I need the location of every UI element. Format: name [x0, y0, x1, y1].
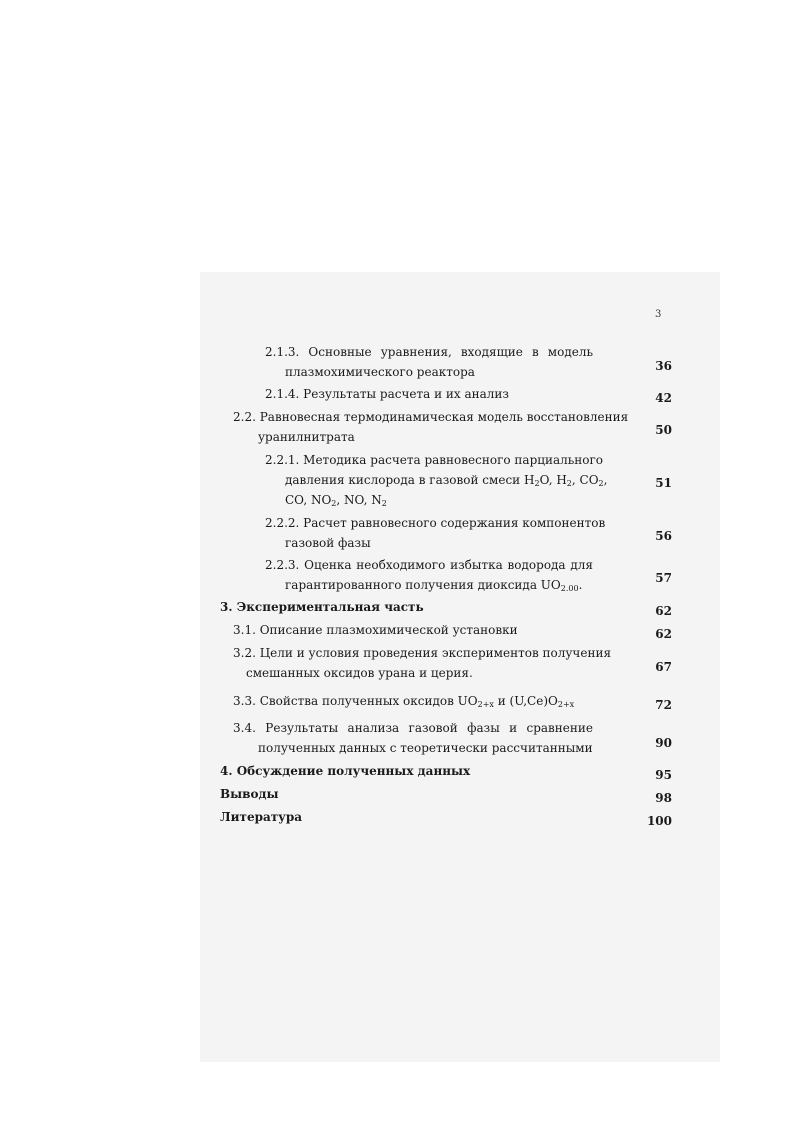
toc-page-3-3: 72	[655, 698, 672, 712]
toc-entry-2-2-1-line3: CO, $NO_2$, NO, $N_2$	[285, 493, 387, 508]
toc-entry-3-4-line2: полученных данных с теоретически рассчитанными	[258, 741, 593, 755]
toc-section-3: 3. Экспериментальная часть	[220, 600, 424, 614]
toc-entry-3-3: 3.3. Свойства полученных оксидов $UO_{2+x}$ и $(U,Ce)O_{2+x}$	[233, 694, 575, 709]
toc-entry-2-2-1-line1: 2.2.1. Методика расчета равновесного парциального	[265, 453, 604, 467]
toc-literature: Литература	[220, 810, 303, 824]
toc-page-2-2-1: 51	[655, 476, 672, 490]
toc-page-2-2: 50	[655, 423, 672, 437]
toc-entry-2-2-3-line1: 2.2.3. Оценка необходимого избытка водорода для	[265, 558, 593, 572]
toc-entry-2-1-3-line2: плазмохимического реактора	[285, 365, 475, 379]
toc-section-4: 4. Обсуждение полученных данных	[220, 764, 471, 778]
toc-entry-2-2-1-line2: давления кислорода в газовой смеси $H_2O$, $H_2$, $CO_2$,	[285, 473, 608, 488]
toc-entry-2-2-2-line1: 2.2.2. Расчет равновесного содержания компонентов	[265, 516, 606, 530]
toc-page-2-1-4: 42	[655, 391, 672, 405]
toc-entry-2-2-line2: уранилнитрата	[258, 430, 355, 444]
toc-conclusions: Выводы	[220, 787, 279, 801]
toc-entry-2-2-2-line2: газовой фазы	[285, 536, 371, 550]
toc-entry-3-2-line2: смешанных оксидов урана и церия.	[246, 666, 473, 680]
toc-page-literature: 100	[646, 814, 672, 828]
toc-entry-2-1-4: 2.1.4. Результаты расчета и их анализ	[265, 387, 509, 401]
page-number: 3	[655, 309, 662, 320]
toc-entry-2-2-3-line2: гарантированного получения диоксида $UO_{2.00}$.	[285, 578, 583, 593]
toc-page-3: 62	[655, 604, 672, 618]
toc-page-2-2-2: 56	[655, 529, 672, 543]
toc-page-3-2: 67	[655, 660, 672, 674]
toc-entry-2-2-line1: 2.2. Равновесная термодинамическая модель восстановления	[233, 410, 629, 424]
toc-page-2-2-3: 57	[655, 571, 672, 585]
toc-page-conclusions: 98	[655, 791, 672, 805]
toc-entry-3-4-line1: 3.4. Результаты анализа газовой фазы и сравнение	[233, 721, 593, 735]
toc-entry-3-2-line1: 3.2. Цели и условия проведения экспериментов получения	[233, 646, 612, 660]
toc-entry-3-1: 3.1. Описание плазмохимической установки	[233, 623, 518, 637]
toc-page-2-1-3: 36	[655, 359, 672, 373]
toc-entry-2-1-3-line1: 2.1.3. Основные уравнения, входящие в модель	[265, 345, 593, 359]
toc-page-3-1: 62	[655, 627, 672, 641]
toc-page-3-4: 90	[655, 736, 672, 750]
toc-page-4: 95	[655, 768, 672, 782]
